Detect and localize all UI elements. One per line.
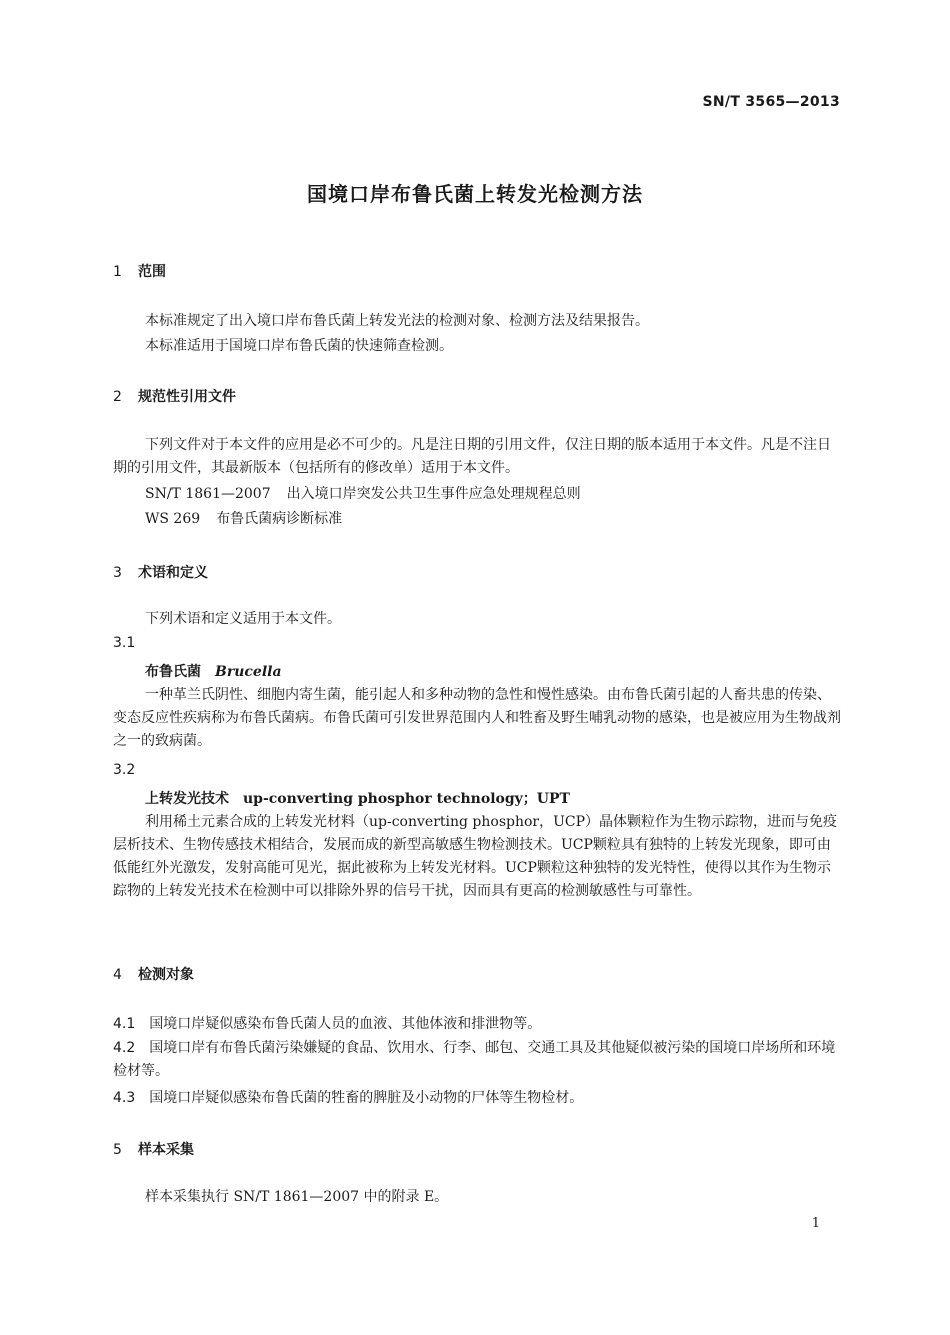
section-2-heading: [113, 386, 236, 406]
list-item: [113, 1013, 841, 1036]
section-number: 5: [113, 1142, 122, 1158]
item-text: 国境口岸有布鲁氏菌污染嫌疑的食品、饮用水、行李、邮包、交通工具及其他疑似被污染的国境口岸场所和环境检材等。: [113, 1040, 836, 1079]
subclause-number: 3.2: [113, 762, 136, 778]
paragraph: 本标准规定了出入境口岸布鲁氏菌上转发光法的检测对象、检测方法及结果报告。: [145, 313, 649, 329]
reference-name: 出入境口岸突发公共卫生事件应急处理规程总则: [286, 486, 581, 502]
section-5-heading: [113, 1139, 194, 1159]
term-chinese: 布鲁氏菌: [145, 664, 201, 680]
paragraph: 样本采集执行 SN/T 1861—2007 中的附录 E。: [145, 1189, 449, 1205]
document-title: 国境口岸布鲁氏菌上转发光检测方法: [307, 182, 643, 206]
reference-code: SN/T 1861—2007: [145, 486, 271, 502]
paragraph: 下列术语和定义适用于本文件。: [145, 611, 341, 627]
section-3-heading: [113, 562, 208, 582]
subclause-number: 3.1: [113, 635, 136, 651]
term-heading: [145, 788, 570, 808]
normative-reference: [145, 508, 342, 531]
section-title: 术语和定义: [138, 565, 208, 581]
section-number: 1: [113, 264, 122, 280]
term-definition: 利用稀土元素合成的上转发光材料（up-converting phosphor，UCP）晶体颗粒作为生物示踪物，进而与免疫层析技术、生物传感技术相结合，发展而成的新型高敏感生物检测技术。UCP颗粒具有独特的上转发光现象，即可由低能红外光激发，发射高能可见光，据此被称为上转发光材料。UCP颗粒这种独特的发光特性，使得以其作为生物示踪物的上转发光技术在检测中可以排除外界的信号干扰，因而具有更高的检测敏感性与可靠性。: [113, 814, 838, 899]
standard-code: SN/T 3565—2013: [702, 94, 840, 110]
term-english: up-converting phosphor technology；UPT: [243, 791, 570, 807]
term-heading: [145, 661, 282, 681]
normative-reference: [145, 483, 581, 506]
reference-name: 布鲁氏菌病诊断标准: [216, 511, 343, 527]
page-number: 1: [811, 1216, 820, 1231]
section-title: 范围: [138, 264, 166, 280]
reference-code: WS 269: [145, 511, 201, 527]
section-number: 4: [113, 967, 122, 983]
paragraph: 本标准适用于国境口岸布鲁氏菌的快速筛查检测。: [145, 338, 453, 354]
item-number: 4.3: [113, 1090, 136, 1106]
list-item: [113, 1037, 841, 1083]
term-definition: 一种革兰氏阴性、细胞内寄生菌，能引起人和多种动物的急性和慢性感染。由布鲁氏菌引起的人畜共患的传染、变态反应性疾病称为布鲁氏菌病。布鲁氏菌可引发世界范围内人和牲畜及野生哺乳动物的感染，也是被应用为生物战剂之一的致病菌。: [113, 687, 841, 749]
section-number: 2: [113, 389, 122, 405]
section-1-heading: [113, 261, 166, 281]
item-number: 4.1: [113, 1016, 136, 1032]
list-item: [113, 1087, 841, 1110]
section-title: 检测对象: [138, 967, 194, 983]
item-number: 4.2: [113, 1040, 136, 1056]
section-title: 规范性引用文件: [138, 389, 236, 405]
term-english: Brucella: [215, 664, 282, 680]
item-text: 国境口岸疑似感染布鲁氏菌的牲畜的脾脏及小动物的尸体等生物检材。: [149, 1090, 584, 1106]
paragraph: 下列文件对于本文件的应用是必不可少的。凡是注日期的引用文件，仅注日期的版本适用于本文件。凡是不注日期的引用文件，其最新版本（包括所有的修改单）适用于本文件。: [113, 437, 831, 476]
section-title: 样本采集: [138, 1142, 194, 1158]
section-4-heading: [113, 964, 194, 984]
section-number: 3: [113, 565, 122, 581]
item-text: 国境口岸疑似感染布鲁氏菌人员的血液、其他体液和排泄物等。: [149, 1016, 542, 1032]
term-chinese: 上转发光技术: [145, 791, 229, 807]
